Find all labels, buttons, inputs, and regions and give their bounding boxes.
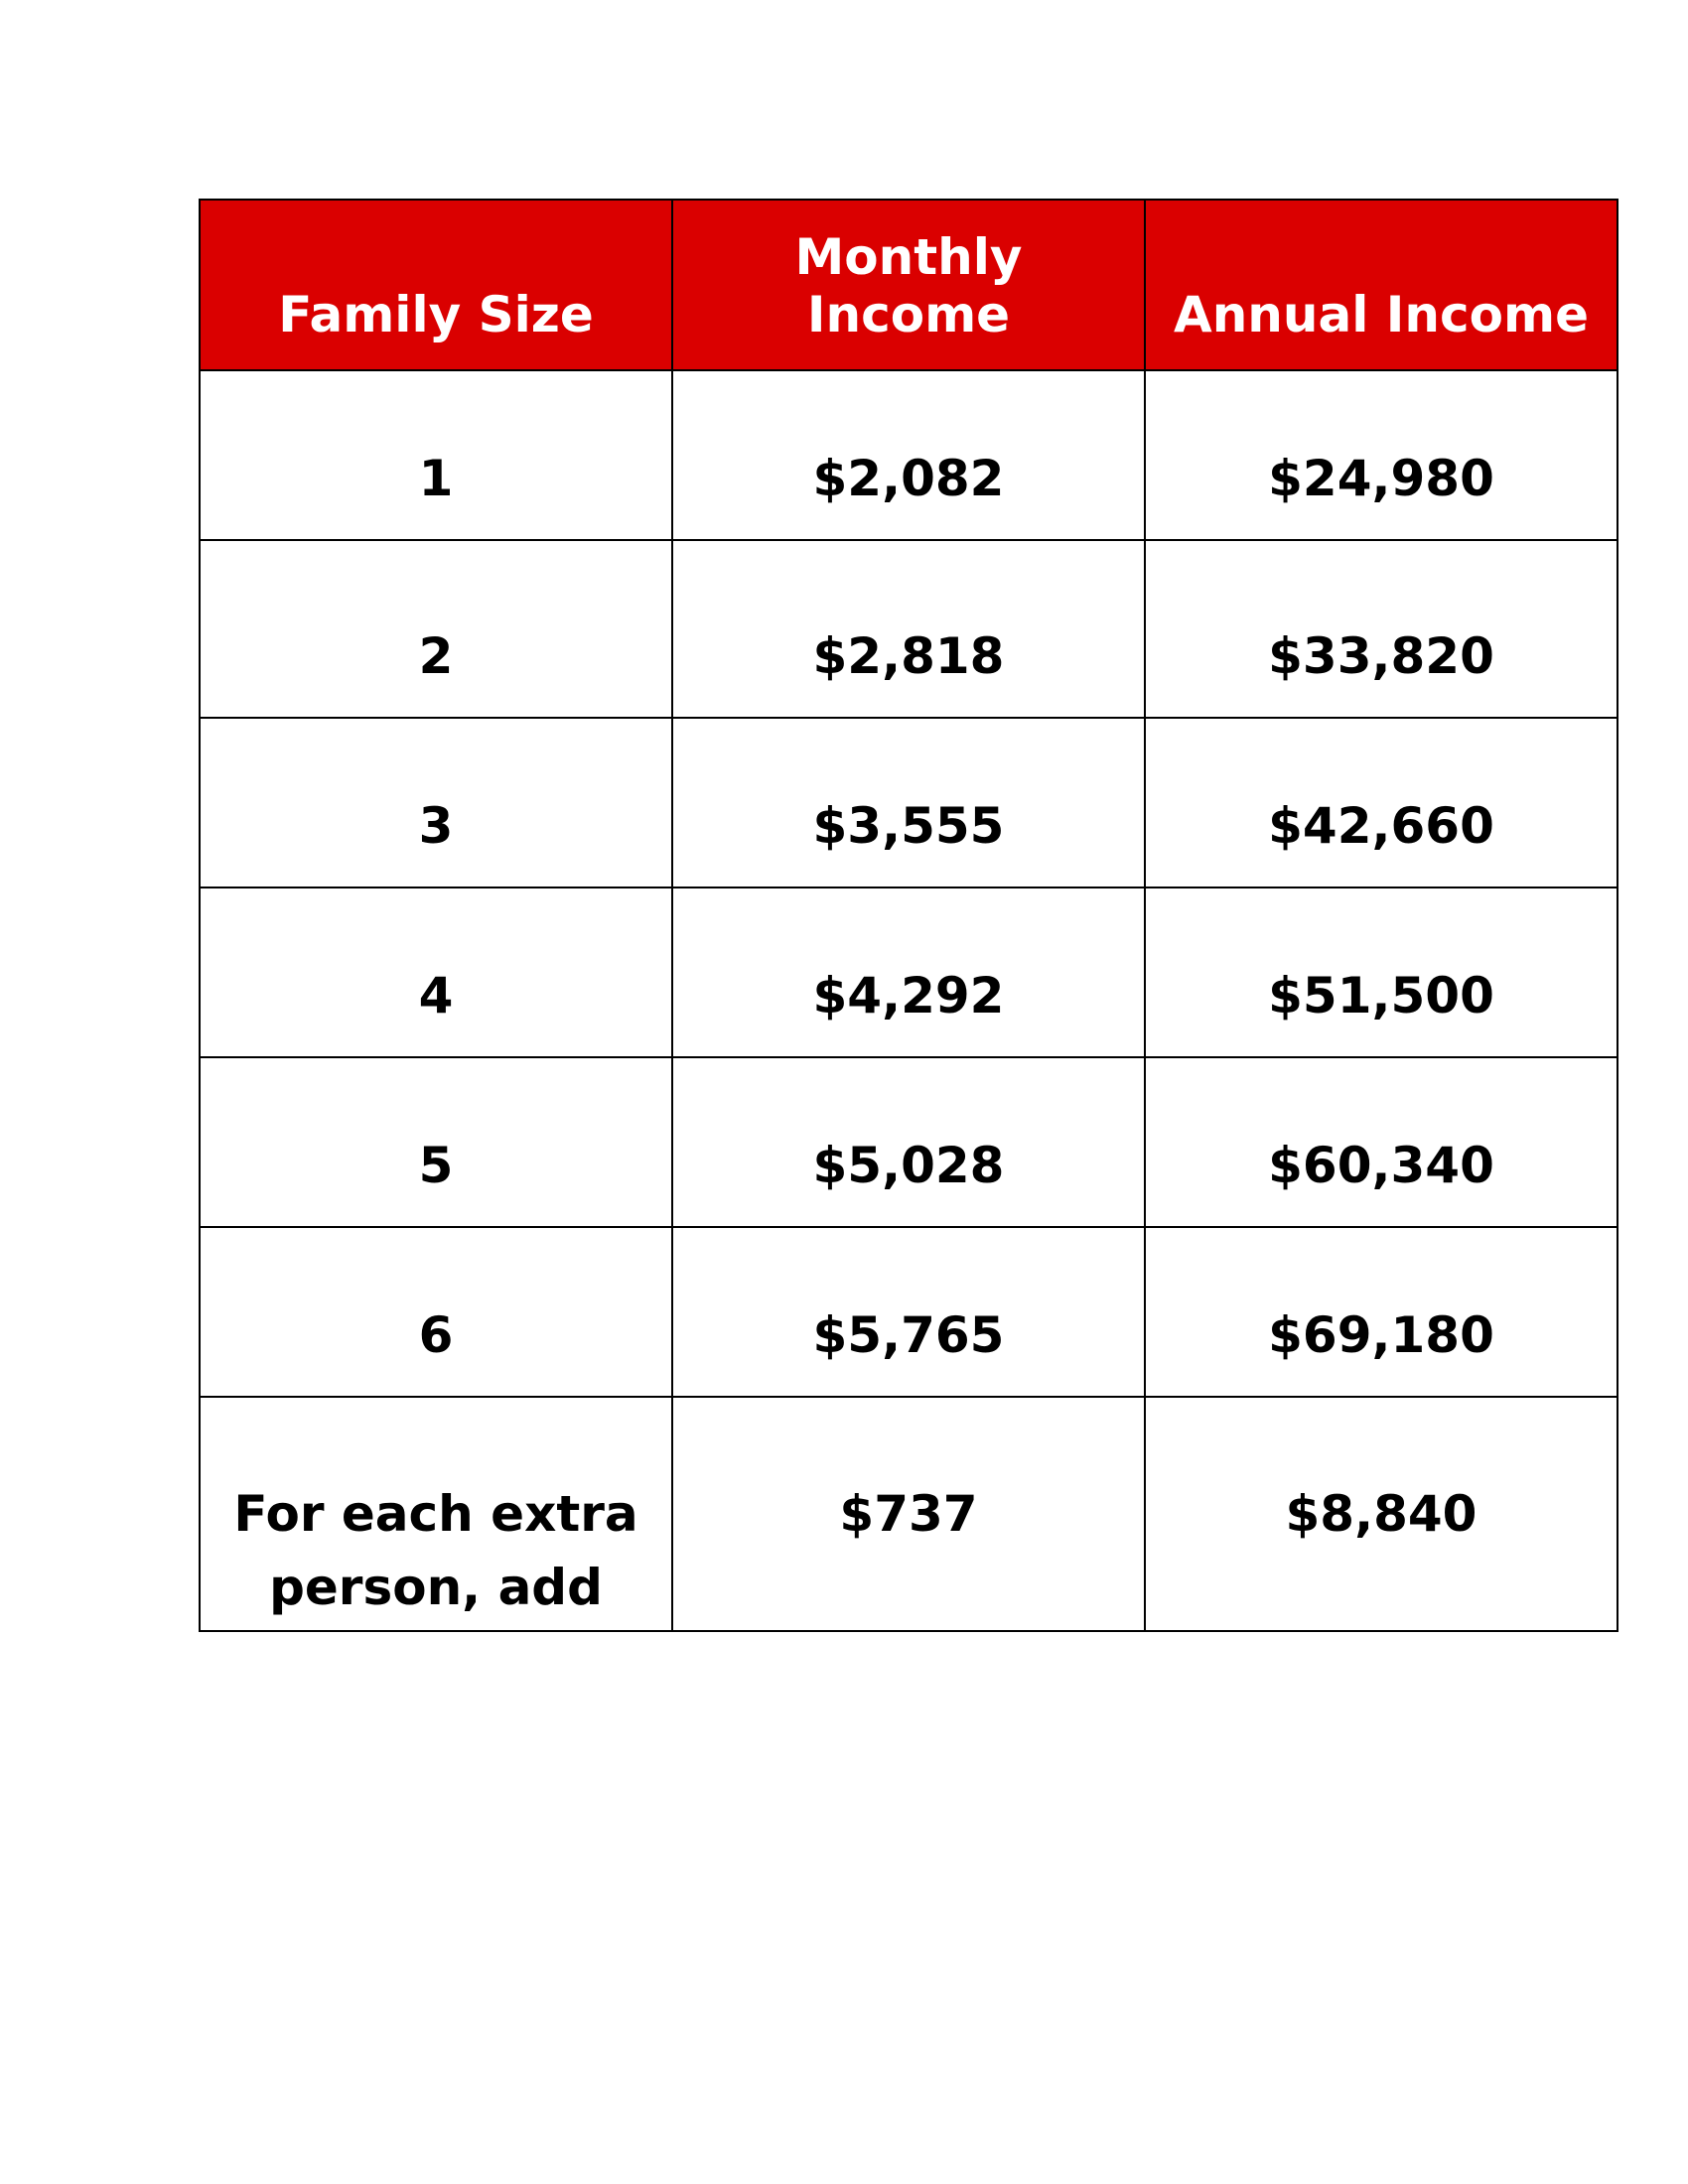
family-size-cell: 2 — [200, 540, 672, 718]
table-row — [200, 887, 1618, 1057]
column-header-monthly-income: Monthly Income — [672, 200, 1145, 370]
family-size-cell: 6 — [200, 1227, 672, 1397]
income-table — [199, 199, 1618, 1632]
header-row — [200, 200, 1618, 370]
table-row — [200, 540, 1618, 718]
family-size-cell: 5 — [200, 1057, 672, 1227]
table-body — [200, 370, 1618, 1631]
table-row-extra-person — [200, 1397, 1618, 1631]
column-header-family-size: Family Size — [200, 200, 672, 370]
table-row — [200, 370, 1618, 540]
monthly-income-cell: $5,765 — [672, 1227, 1145, 1397]
annual-income-cell: $51,500 — [1145, 887, 1618, 1057]
monthly-income-cell: $737 — [672, 1397, 1145, 1631]
monthly-income-cell: $4,292 — [672, 887, 1145, 1057]
annual-income-cell: $24,980 — [1145, 370, 1618, 540]
annual-income-cell: $42,660 — [1145, 718, 1618, 887]
family-size-cell: For each extra person, add — [200, 1397, 672, 1631]
family-size-cell: 1 — [200, 370, 672, 540]
table-header — [200, 200, 1618, 370]
family-size-cell: 4 — [200, 887, 672, 1057]
column-header-annual-income: Annual Income — [1145, 200, 1618, 370]
table-row — [200, 718, 1618, 887]
annual-income-cell: $60,340 — [1145, 1057, 1618, 1227]
table-row — [200, 1227, 1618, 1397]
annual-income-cell: $33,820 — [1145, 540, 1618, 718]
monthly-income-cell: $2,818 — [672, 540, 1145, 718]
monthly-income-cell: $5,028 — [672, 1057, 1145, 1227]
annual-income-cell: $8,840 — [1145, 1397, 1618, 1631]
monthly-income-cell: $3,555 — [672, 718, 1145, 887]
family-size-cell: 3 — [200, 718, 672, 887]
monthly-income-cell: $2,082 — [672, 370, 1145, 540]
annual-income-cell: $69,180 — [1145, 1227, 1618, 1397]
table-row — [200, 1057, 1618, 1227]
